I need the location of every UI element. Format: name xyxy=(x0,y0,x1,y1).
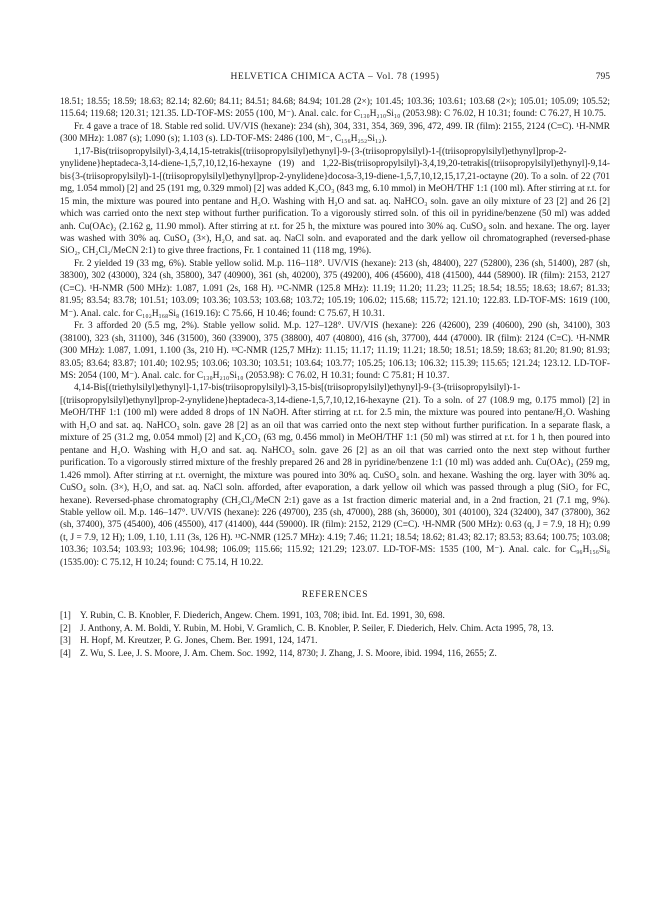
references-list xyxy=(60,610,610,660)
journal-title: HELVETICA CHIMICA ACTA – Vol. 78 (1995) xyxy=(230,72,440,82)
paragraph: Fr. 4 gave a trace of 18. Stable red solid. UV/VIS (hexane): 234 (sh), 304, 331, 354, 369, 396, 472, 499. IR (film): 2155, 2124 (C≡C). ¹H-NMR (300 MHz): 1.087 (s); 1.090 (s); 1.103 (s). LD-TOF-MS: 2486 (100, M⁻, C₁₅₆H₂₅₂Si₁₂). xyxy=(60,121,610,145)
reference-number: [2] xyxy=(60,623,71,634)
references-heading: REFERENCES xyxy=(301,590,369,601)
reference-item xyxy=(60,635,610,647)
reference-item xyxy=(60,623,610,635)
reference-text: Z. Wu, S. Lee, J. S. Moore, J. Am. Chem. Soc. 1992, 114, 8730; J. Zhang, J. S. Moore, ibid. 1994, 116, 2655; Z. xyxy=(80,648,497,659)
reference-text: Y. Rubin, C. B. Knobler, F. Diederich, Angew. Chem. 1991, 103, 708; ibid. Int. Ed. 1991, 30, 698. xyxy=(80,611,445,622)
paragraph: Fr. 3 afforded 20 (5.5 mg, 2%). Stable yellow solid. M.p. 127–128°. UV/VIS (hexane): 226 (42600), 239 (40600), 290 (sh, 34100), 303 (38100), 323 (sh, 31100), 346 (31500), 360 (33900), 375 (38800), 407 (40800), 416 (sh, 37700), 444 (47000). IR (film): 2124 (C≡C). ¹H-NMR (300 MHz): 1.087, 1.091, 1.100 (3s, 210 H). ¹³C-NMR (125,7 MHz): 11.15; 11.17; 11.19; 11.21; 18.50; 18.51; 18.59; 18.63; 81.20; 81.90; 81.93; 83.05; 83.64; 83.87; 101.40; 102.95; 103.06; 103.30; 103.51; 103.64; 103.77; 105.25; 106.13; 106.32; 115.39; 115.65; 121.24; 123.12. LD-TOF-MS: 2054 (100, M⁻). Anal. calc. for C₁₃₀H₂₁₀Si₁₀ (2053.98): C 76.02, H 10.31; found: C 75.81; H 10.37. xyxy=(60,321,610,381)
reference-number: [3] xyxy=(60,636,71,647)
reference-text: J. Anthony, A. M. Boldi, Y. Rubin, M. Hobi, V. Gramlich, C. B. Knobler, P. Seiler, F. Diederich, Helv. Chim. Acta 1995, 78, 13. xyxy=(80,623,554,634)
journal-page xyxy=(60,72,610,660)
reference-item xyxy=(60,610,610,622)
article-body xyxy=(60,96,610,569)
reference-text: H. Hopf, M. Kreutzer, P. G. Jones, Chem. Ber. 1991, 124, 1471. xyxy=(80,636,318,647)
reference-item xyxy=(60,648,610,660)
page-number: 795 xyxy=(595,72,610,82)
paragraph: 4,14-Bis[(triethylsilyl)ethynyl]-1,17-bis(triisopropylsilyl)-3,15-bis[(triisopropylsilyl)ethynyl]-9-{3-(triisopropylsilyl)-1-[(triisopropylsilyl)ethynyl]prop-2-ynylidene}heptadeca-3,14-diene-1,5,7,10,12,16-hexayne (21). To a soln. of 27 (108.9 mg, 0.175 mmol) [2] in MeOH/THF 1:1 (100 ml) were added 8 drops of 1N NaOH. After stirring at r.t. for 2.5 min, the mixture was poured into pentane/H₂O. Washing with H₂O and sat. aq. NaHCO₃ soln. gave 28 [2] as an oil that was carried onto the next step without further purification. In a separate flask, a mixture of 25 (31.2 mg, 0.054 mmol) [2] and K₂CO₃ (63 mg, 0.456 mmol) in MeOH/THF 1:1 (50 ml) was stirred at r.t. for 1 h, then poured into pentane and H₂O. Washing with H₂O and sat. aq. NaHCO₃ soln. gave 26 [2] as an oil that was carried onto the next step without further purification. To a vigorously stirred mixture of the freshly prepared 26 and 28 in pyridine/benzene 1:1 (10 ml) was added anh. Cu(OAc)₂ (259 mg, 1.426 mmol). After stirring at r.t. overnight, the mixture was poured into 30% aq. CuSO₄ soln. and hexane. Washing the org. layer with 30% aq. CuSO₄ soln. (3×), H₂O, and sat. aq. NaCl soln. afforded, after evaporation, a dark yellow oil which was passed through a plug (SiO₂ for FC, hexane). Reversed-phase chromatography (CH₂Cl₂/MeCN 2:1) gave as a 1st fraction dimeric material and, in a 2nd fraction, 21 (7.1 mg, 9%). Stable yellow oil. M.p. 146–147°. UV/VIS (hexane): 226 (49700), 235 (sh, 47000), 288 (sh, 36000), 301 (40100), 324 (32400), 347 (37800), 362 (sh, 37400), 375 (45400), 406 (45500), 417 (41400), 444 (59000). IR (film): 2152, 2129 (C≡C). ¹H-NMR (500 MHz): 0.63 (q, J = 7.9, 18 H); 0.99 (t, J = 7.9, 12 H); 1.09, 1.10, 1.11 (3s, 126 H). ¹³C-NMR (125.7 MHz): 4.19; 7.46; 11.21; 18.54; 18.62; 81.43; 82.17; 83.53; 83.64; 100.75; 103.08; 103.36; 103.54; 103.93; 103.96; 104.98; 106.09; 115.66; 115.92; 121.29; 123.07. LD-TOF-MS: 1535 (100, M⁻). Anal. calc. for C₉₆H₁₅₆Si₈ (1535.00): C 75.12, H 10.24; found: C 75.14, H 10.22. xyxy=(60,383,610,568)
paragraph: 18.51; 18.55; 18.59; 18.63; 82.14; 82.60; 84.11; 84.51; 84.68; 84.94; 101.28 (2×); 101.45; 103.36; 103.61; 103.68 (2×); 105.01; 105.09; 105.52; 115.64; 119.68; 120.31; 121.35. LD-TOF-MS: 2055 (100, M⁻). Anal. calc. for C₁₃₀H₂₁₀Si₁₀ (2053.98): C 76.02, H 10.31; found: C 76.27, H 10.75. xyxy=(60,97,610,120)
paragraph: 1,17-Bis(triisopropylsilyl)-3,4,14,15-tetrakis[(triisopropylsilyl)ethynyl]-9-{3-(triisopropylsilyl)-1-[(triisopropylsilyl)ethynyl]prop-2-ynylidene}heptadeca-3,14-diene-1,5,7,10,12,16-hexayne (19) and 1,22-Bis(triisopropylsilyl)-3,4,19,20-tetrakis[(triisopropylsilyl)ethynyl]-9,14-bis{3-(triisopropylsilyl)-1-[(triisopropylsilyl)ethynyl]prop-2-ynylidene}docosa-3,19-diene-1,5,7,10,12,15,17,21-octayne (20). To a soln. of 22 (701 mg, 1.054 mmol) [2] and 25 (191 mg, 0.329 mmol) [2] was added K₂CO₃ (843 mg, 6.10 mmol) in MeOH/THF 1:1 (100 ml). After stirring at r.t. for 15 min, the mixture was poured into pentane and H₂O. Washing with H₂O and sat. aq. NaHCO₃ soln. gave an oily mixture of 23 [2] and 26 [2] which was carried onto the next step without further purification. To a vigorously stirred soln. of this oil in pyridine/benzene (50 ml) was added anh. Cu(OAc)₂ (2.162 g, 11.90 mmol). After stirring at r.t. for 25 h, the mixture was poured into 30% aq. CuSO₄ soln. and hexane. The org. layer was washed with 30% aq. CuSO₄ (3×), H₂O, and sat. aq. NaCl soln. and evaporated and the dark yellow oil chromatographed (reversed-phase SiO₂, CH₂Cl₂/MeCN 2:1) to give three fractions, Fr. 1 contained 11 (118 mg, 19%). xyxy=(60,146,610,257)
reference-number: [1] xyxy=(60,611,71,622)
paragraph: Fr. 2 yielded 19 (33 mg, 6%). Stable yellow solid. M.p. 116–118°. UV/VIS (hexane): 213 (sh, 48400), 227 (52800), 236 (sh, 51400), 287 (sh, 38300), 302 (43000), 324 (sh, 35800), 347 (40900), 361 (sh, 40200), 375 (49200), 406 (45600), 418 (41500), 444 (58900). IR (film): 2153, 2127 (C≡C). ¹H-NMR (500 MHz): 1.087, 1.091 (2s, 168 H). ¹³C-NMR (125.8 MHz): 11.19; 11.20; 11.23; 11.25; 18.54; 18.55; 18.63; 18.67; 81.33; 81.95; 83.54; 83.78; 101.51; 103.09; 103.36; 103.53; 103.68; 103.72; 105.19; 106.02; 115.68; 115.72; 121.10; 122.83. LD-TOF-MS: 1619 (100, M⁻). Anal. calc. for C₁₀₂H₁₆₈Si₈ (1619.16): C 75.66, H 10.46; found: C 75.67, H 10.31. xyxy=(60,258,610,319)
running-header xyxy=(60,72,610,86)
reference-number: [4] xyxy=(60,648,71,659)
